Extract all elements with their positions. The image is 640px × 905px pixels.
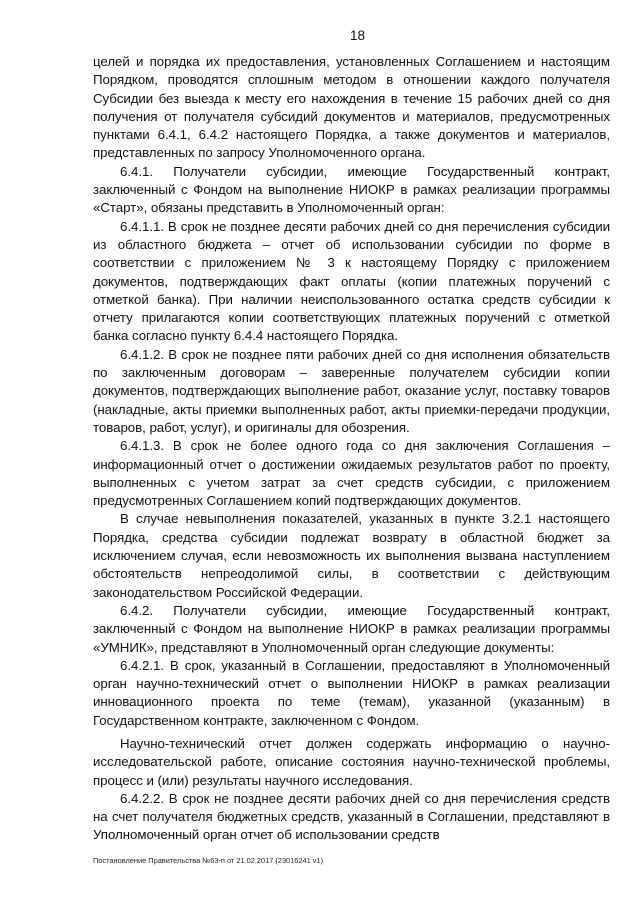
paragraph-non-fulfillment: В случае невыполнения показателей, указанных в пункте 3.2.1 настоящего Порядка, средства субсидии подлежат возврату в областной бюджет за исключением случая, если невозможность их выполнения вызвана наступлением обстоятельств непреодолимой силы, в соответствии с действующим законодательством Российской Федерации. — [93, 511, 610, 600]
page-number: 18 — [349, 28, 366, 43]
paragraph-6-4-2-1: 6.4.2.1. В срок, указанный в Соглашении, предоставляют в Уполномоченный орган научно-технический отчет о выполнении НИОКР в рамках реализации инновационного проекта по теме (темам), указанной (указанным) в Государственном контракте, заключенном с Фондом. — [93, 657, 610, 728]
paragraph-6-4-2-2: 6.4.2.2. В срок не позднее десяти рабочих дней со дня перечисления средств на счет получателя бюджетных средств, указанный в Соглашении, представляют в Уполномоченный орган отчет об использовании средств — [93, 790, 610, 843]
paragraph-6-4-1-3: 6.4.1.3. В срок не более одного года со дня заключения Соглашения – информационный отчет о достижении ожидаемых результатов работ по проекту, выполненных с учетом затрат за счет средств субсидии, с приложением предусмотренных Соглашением копий подтверждающих документов. — [93, 438, 610, 509]
document-body — [93, 53, 610, 845]
paragraph-continuation: целей и порядка их предоставления, установленных Соглашением и настоящим Порядком, проводятся сплошным методом в отношении каждого получателя Субсидии без выезда к месту его нахождения в течение 15 рабочих дней со дня получения от получателя субсидий документов и материалов, предусмотренных пунктами 6.4.1, 6.4.2 настоящего Порядка, а также документов и материалов, представленных по запросу Уполномоченного органа. — [93, 54, 610, 161]
paragraph-6-4-1: 6.4.1. Получатели субсидии, имеющие Государственный контракт, заключенный с Фондом на выполнение НИОКР в рамках реализации программы «Старт», обязаны представить в Уполномоченный орган: — [93, 163, 610, 216]
paragraph-report-contents: Научно-технический отчет должен содержать информацию о научно-исследовательской работе, описание состояния научно-технической проблемы, процесс и (или) результаты научного исследования. — [93, 735, 610, 788]
paragraph-6-4-1-2: 6.4.1.2. В срок не позднее пяти рабочих дней со дня исполнения обязательств по заключенным договорам – заверенные получателем субсидии копии документов, подтверждающих выполнение работ, оказание услуг, поставку товаров (накладные, акты приемки выполненных работ, акты приемки-передачи продукции, товаров, работ, услуг), и оригиналы для обозрения. — [93, 346, 610, 435]
paragraph-6-4-2: 6.4.2. Получатели субсидии, имеющие Государственный контракт, заключенный с Фондом на выполнение НИОКР в рамках реализации программы «УМНИК», представляют в Уполномоченный орган следующие документы: — [93, 602, 610, 655]
document-footer: Постановление Правительства №63-п от 21.02.2017 (23016241 v1) — [93, 856, 324, 865]
paragraph-6-4-1-1: 6.4.1.1. В срок не позднее десяти рабочих дней со дня перечисления субсидии из областного бюджета – отчет об использовании субсидии по форме в соответствии с приложением № 3 к настоящему Порядку с приложением документов, подтверждающих факт оплаты (копии платежных поручений с отметкой банка). При наличии неиспользованного остатка средств субсидии к отчету прилагаются копии соответствующих платежных поручений с отметкой банка согласно пункту 6.4.4 настоящего Порядка. — [93, 218, 610, 344]
